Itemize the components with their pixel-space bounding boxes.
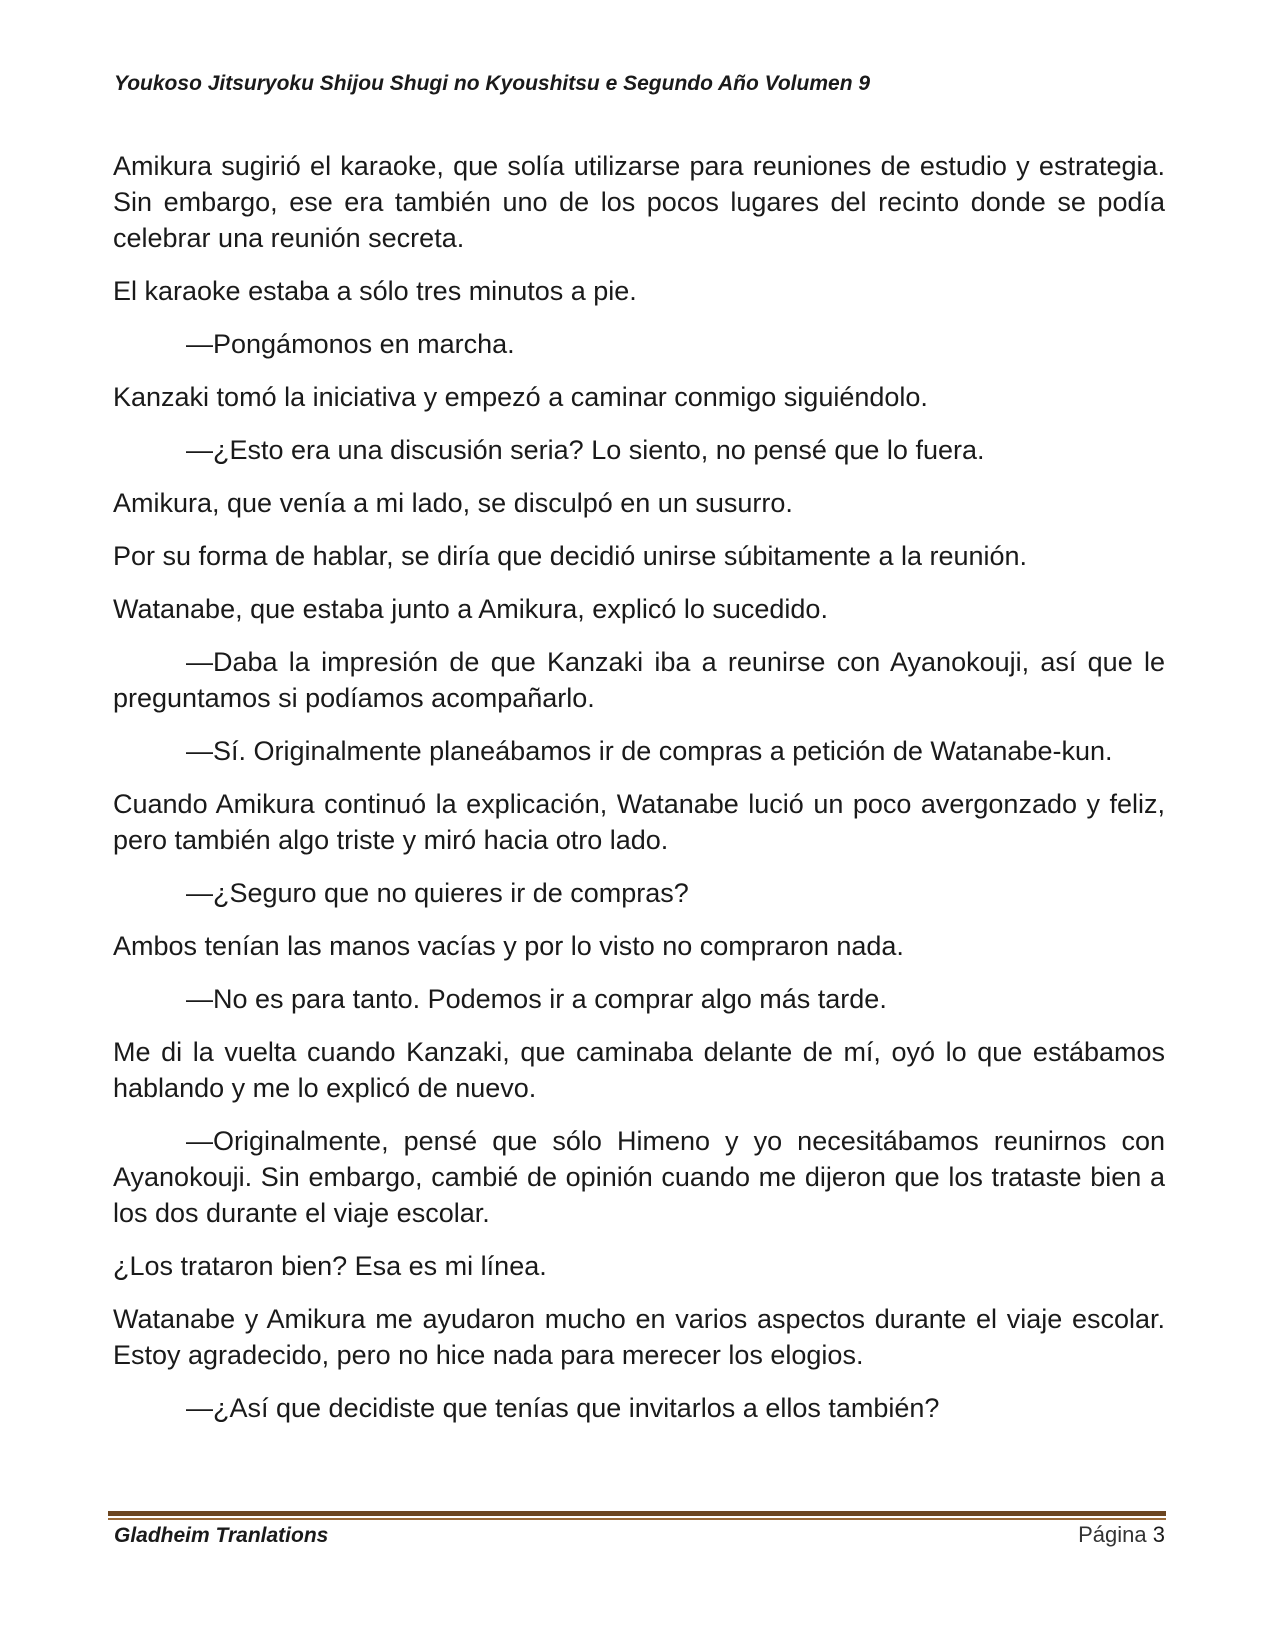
paragraph: Me di la vuelta cuando Kanzaki, que caminaba delante de mí, oyó lo que estábamos hablando y me lo explicó de nuevo. xyxy=(113,1037,1165,1103)
paragraph: Por su forma de hablar, se diría que decidió unirse súbitamente a la reunión. xyxy=(113,541,1028,571)
page-label: Página xyxy=(1078,1522,1147,1547)
page-number xyxy=(1078,1522,1165,1548)
footer-divider xyxy=(108,1511,1166,1520)
dialog-line: —No es para tanto. Podemos ir a comprar algo más tarde. xyxy=(186,984,887,1014)
paragraph: Amikura sugirió el karaoke, que solía utilizarse para reuniones de estudio y estrategia. Sin embargo, ese era también uno de los pocos lugares del recinto donde se podía celebrar una reunión secreta. xyxy=(113,151,1165,253)
body-text xyxy=(113,148,1165,1443)
paragraph: Amikura, que venía a mi lado, se disculpó en un susurro. xyxy=(113,488,793,518)
paragraph: Watanabe y Amikura me ayudaron mucho en varios aspectos durante el viaje escolar. Estoy agradecido, pero no hice nada para merecer los elogios. xyxy=(113,1304,1165,1370)
paragraph: El karaoke estaba a sólo tres minutos a pie. xyxy=(113,276,637,306)
running-header: Youkoso Jitsuryoku Shijou Shugi no Kyoushitsu e Segundo Año Volumen 9 xyxy=(114,72,871,95)
dialog-line: —¿Seguro que no quieres ir de compras? xyxy=(186,878,689,908)
paragraph: Ambos tenían las manos vacías y por lo visto no compraron nada. xyxy=(113,931,904,961)
paragraph: Kanzaki tomó la iniciativa y empezó a caminar conmigo siguiéndolo. xyxy=(113,382,928,412)
dialog-line: —Pongámonos en marcha. xyxy=(186,329,515,359)
dialog-line: —Originalmente, pensé que sólo Himeno y yo necesitábamos reunirnos con Ayanokouji. Sin embargo, cambié de opinión cuando me dijeron que los trataste bien a los dos durante el viaje escolar. xyxy=(113,1126,1165,1228)
footer-credit: Gladheim Tranlations xyxy=(114,1524,329,1547)
page-number-value: 3 xyxy=(1152,1522,1165,1547)
paragraph: Cuando Amikura continuó la explicación, Watanabe lució un poco avergonzado y feliz, pero también algo triste y miró hacia otro lado. xyxy=(113,789,1165,855)
paragraph: ¿Los trataron bien? Esa es mi línea. xyxy=(113,1251,547,1281)
dialog-line: —Daba la impresión de que Kanzaki iba a reunirse con Ayanokouji, así que le preguntamos si podíamos acompañarlo. xyxy=(113,647,1165,713)
dialog-line: —Sí. Originalmente planeábamos ir de compras a petición de Watanabe-kun. xyxy=(186,736,1113,766)
dialog-line: —¿Esto era una discusión seria? Lo siento, no pensé que lo fuera. xyxy=(186,435,985,465)
paragraph: Watanabe, que estaba junto a Amikura, explicó lo sucedido. xyxy=(113,594,828,624)
dialog-line: —¿Así que decidiste que tenías que invitarlos a ellos también? xyxy=(186,1393,940,1423)
